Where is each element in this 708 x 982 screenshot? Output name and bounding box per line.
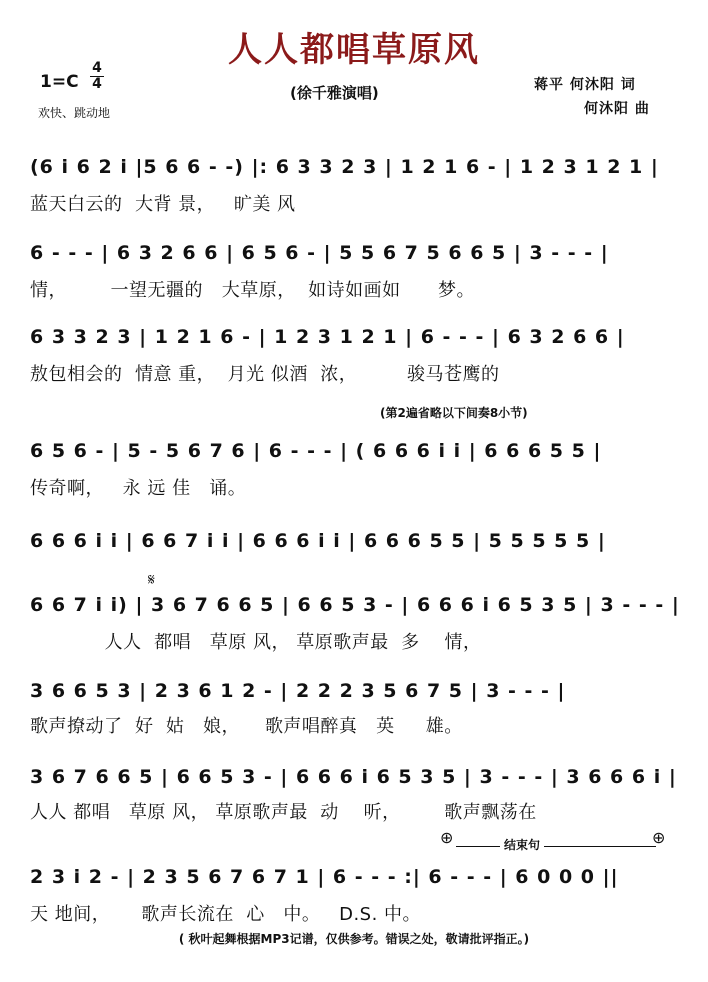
notes-line-3: 6 3 3 2 3 | 1 2 1 6 - | 1 2 3 1 2 1 | 6 - - - | 6 3 2 6 6 | <box>30 326 625 348</box>
interlude-annotation: (第2遍省略以下间奏8小节) <box>380 406 528 420</box>
lyrics-line-6: 人人 都唱 草原 风， 草原歌声最 多 情， <box>30 632 482 653</box>
segno-icon: 𝄋 <box>148 570 155 589</box>
coda-icon-end: ⊕ <box>652 828 666 847</box>
notes-line-2: 6 - - - | 6 3 2 6 6 | 6 5 6 - | 5 5 6 7 5 6 6 5 | 3 - - - | <box>30 242 609 264</box>
time-signature <box>90 62 104 91</box>
footer-note: ( 秋叶起舞根据MP3记谱，仅供参考。错误之处，敬请批评指正。) <box>178 932 530 946</box>
lyricist-credit: 蒋平 何沐阳 词 <box>534 77 636 93</box>
ending-label: 结束句 <box>500 836 544 853</box>
lyrics-line-3: 敖包相会的 情意 重， 月光 似酒 浓， 骏马苍鹰的 <box>30 364 500 385</box>
key-signature: 1=C <box>40 72 79 92</box>
notes-line-1: (6 i 6 2 i |5 6 6 - -) |: 6 3 3 2 3 | 1 2 1 6 - | 1 2 3 1 2 1 | <box>30 156 659 178</box>
notes-line-4: 6 5 6 - | 5 - 5 6 7 6 | 6 - - - | ( 6 6 6 i i | 6 6 6 5 5 | <box>30 440 602 462</box>
lyrics-line-8: 人人 都唱 草原 风， 草原歌声最 动 听， 歌声飘荡在 <box>30 802 537 823</box>
lyrics-line-9: 天 地间， 歌声长流在 心 中。 D.S. 中。 <box>30 904 422 925</box>
song-title: 人人都唱草原风 <box>228 30 480 70</box>
time-signature-top: 4 <box>92 60 102 76</box>
notes-line-9: 2 3 i 2 - | 2 3 5 6 7 6 7 1 | 6 - - - :| 6 - - - | 6 0 0 0 || <box>30 866 619 888</box>
notes-line-8: 3 6 7 6 6 5 | 6 6 5 3 - | 6 6 6 i 6 5 3 5 | 3 - - - | 3 6 6 6 i | <box>30 766 677 788</box>
time-signature-bottom: 4 <box>92 76 102 92</box>
composer-credit: 何沐阳 曲 <box>584 101 650 117</box>
lyrics-line-7: 歌声撩动了 好 姑 娘， 歌声唱醉真 英 雄。 <box>30 716 463 737</box>
lyrics-line-2: 情， 一望无疆的 大草原， 如诗如画如 梦。 <box>30 280 475 301</box>
lyrics-line-1: 蓝天白云的 大背 景， 旷美 风 <box>30 194 296 215</box>
coda-icon-start: ⊕ <box>440 828 454 847</box>
lyrics-line-4: 传奇啊， 永 远 佳 诵。 <box>30 478 247 499</box>
notes-line-6: 6 6 7 i i) | 3 6 7 6 6 5 | 6 6 5 3 - | 6 6 6 i 6 5 3 5 | 3 - - - | <box>30 594 680 616</box>
notes-line-7: 3 6 6 5 3 | 2 3 6 1 2 - | 2 2 2 3 5 6 7 5 | 3 - - - | <box>30 680 566 702</box>
tempo-marking: 欢快、跳动地 <box>38 106 111 120</box>
notes-line-5: 6 6 6 i i | 6 6 7 i i | 6 6 6 i i | 6 6 6 5 5 | 5 5 5 5 5 | <box>30 530 606 552</box>
ending-bracket <box>456 846 656 847</box>
singer-credit: (徐千雅演唱) <box>290 84 379 102</box>
